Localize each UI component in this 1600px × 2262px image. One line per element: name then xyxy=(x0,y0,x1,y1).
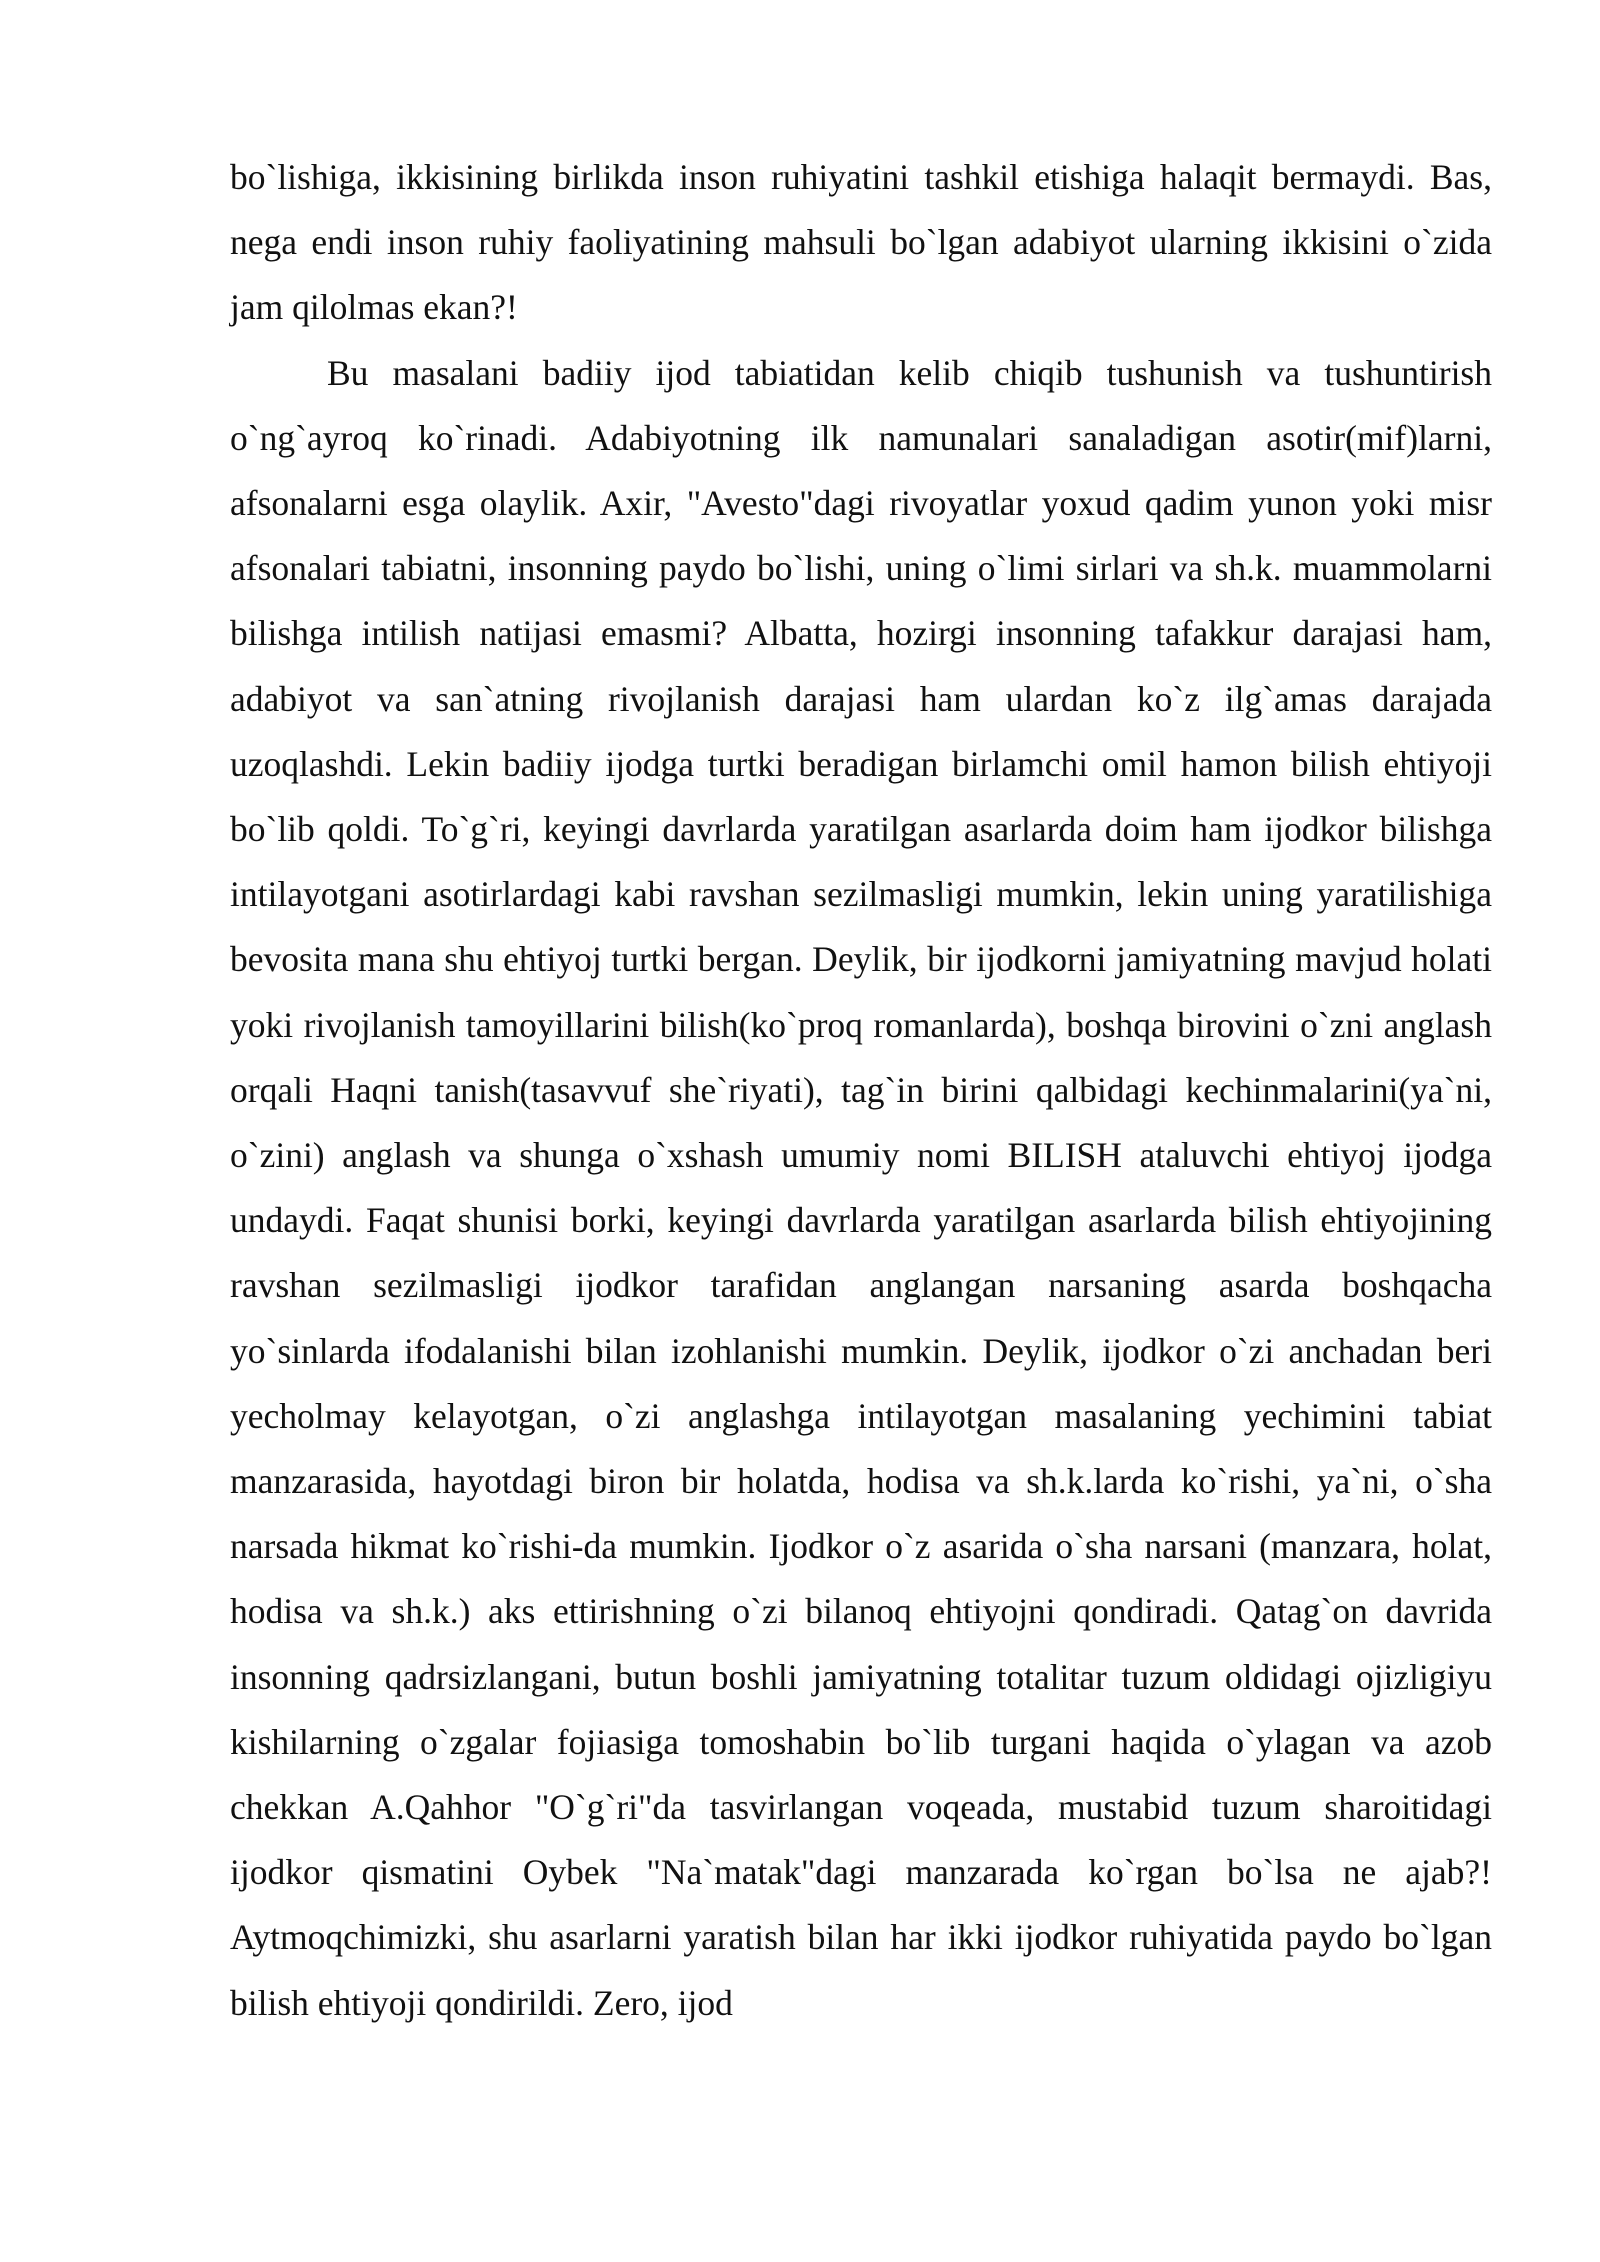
document-page xyxy=(230,145,1492,2036)
paragraph-main: Bu masalani badiiy ijod tabiatidan kelib chiqib tushunish va tushuntirish o`ng`ayroq ko`rinadi. Adabiyotning ilk namunalari sanaladigan asotir(mif)larni, afsonalarni esga olaylik. Axir, "Avesto"dagi rivoyatlar yoxud qadim yunon yoki misr afsonalari tabiatni, insonning paydo bo`lishi, uning o`limi sirlari va sh.k. muammolarni bilishga intilish natijasi emasmi? Albatta, hozirgi insonning tafakkur darajasi ham, adabiyot va san`atning rivojlanish darajasi ham ulardan ko`z ilg`amas darajada uzoqlashdi. Lekin badiiy ijodga turtki beradigan birlamchi omil hamon bilish ehtiyoji bo`lib qoldi. To`g`ri, keyingi davrlarda yaratilgan asarlarda doim ham ijodkor bilishga intilayotgani asotirlardagi kabi ravshan sezilmasligi mumkin, lekin uning yaratilishiga bevosita mana shu ehtiyoj turtki bergan. Deylik, bir ijodkorni jamiyatning mavjud holati yoki rivojlanish tamoyillarini bilish(ko`proq romanlarda), boshqa birovini o`zni anglash orqali Haqni tanish(tasavvuf she`riyati), tag`in birini qalbidagi kechinmalarini(ya`ni, o`zini) anglash va shunga o`xshash umumiy nomi BILISH ataluvchi ehtiyoj ijodga undaydi. Faqat shunisi borki, keyingi davrlarda yaratilgan asarlarda bilish ehtiyojining ravshan sezilmasligi ijodkor tarafidan anglangan narsaning asarda boshqacha yo`sinlarda ifodalanishi bilan izohlanishi mumkin. Deylik, ijodkor o`zi anchadan beri yecholmay kelayotgan, o`zi anglashga intilayotgan masalaning yechimini tabiat manzarasida, hayotdagi biron bir holatda, hodisa va sh.k.larda ko`rishi, ya`ni, o`sha narsada hikmat ko`rishi-da mumkin. Ijodkor o`z asarida o`sha narsani (manzara, holat, hodisa va sh.k.) aks ettirishning o`zi bilanoq ehtiyojni qondiradi. Qatag`on davrida insonning qadrsizlangani, butun boshli jamiyatning totalitar tuzum oldidagi ojizligiyu kishilarning o`zgalar fojiasiga tomoshabin bo`lib turgani haqida o`ylagan va azob chekkan A.Qahhor "O`g`ri"da tasvirlangan voqeada, mustabid tuzum sharoitidagi ijodkor qismatini Oybek "Na`matak"dagi manzarada ko`rgan bo`lsa ne ajab?! Aytmoqchimizki, shu asarlarni yaratish bilan har ikki ijodkor ruhiyatida paydo bo`lgan bilish ehtiyoji qondirildi. Zero, ijod xyxy=(230,352,1492,2023)
paragraph-continuation: bo`lishiga, ikkisining birlikda inson ruhiyatini tashkil etishiga halaqit bermaydi. Bas, nega endi inson ruhiy faoliyatining mahsuli bo`lgan adabiyot ularning ikkisini o`zida jam qilolmas ekan?! xyxy=(230,157,1492,328)
